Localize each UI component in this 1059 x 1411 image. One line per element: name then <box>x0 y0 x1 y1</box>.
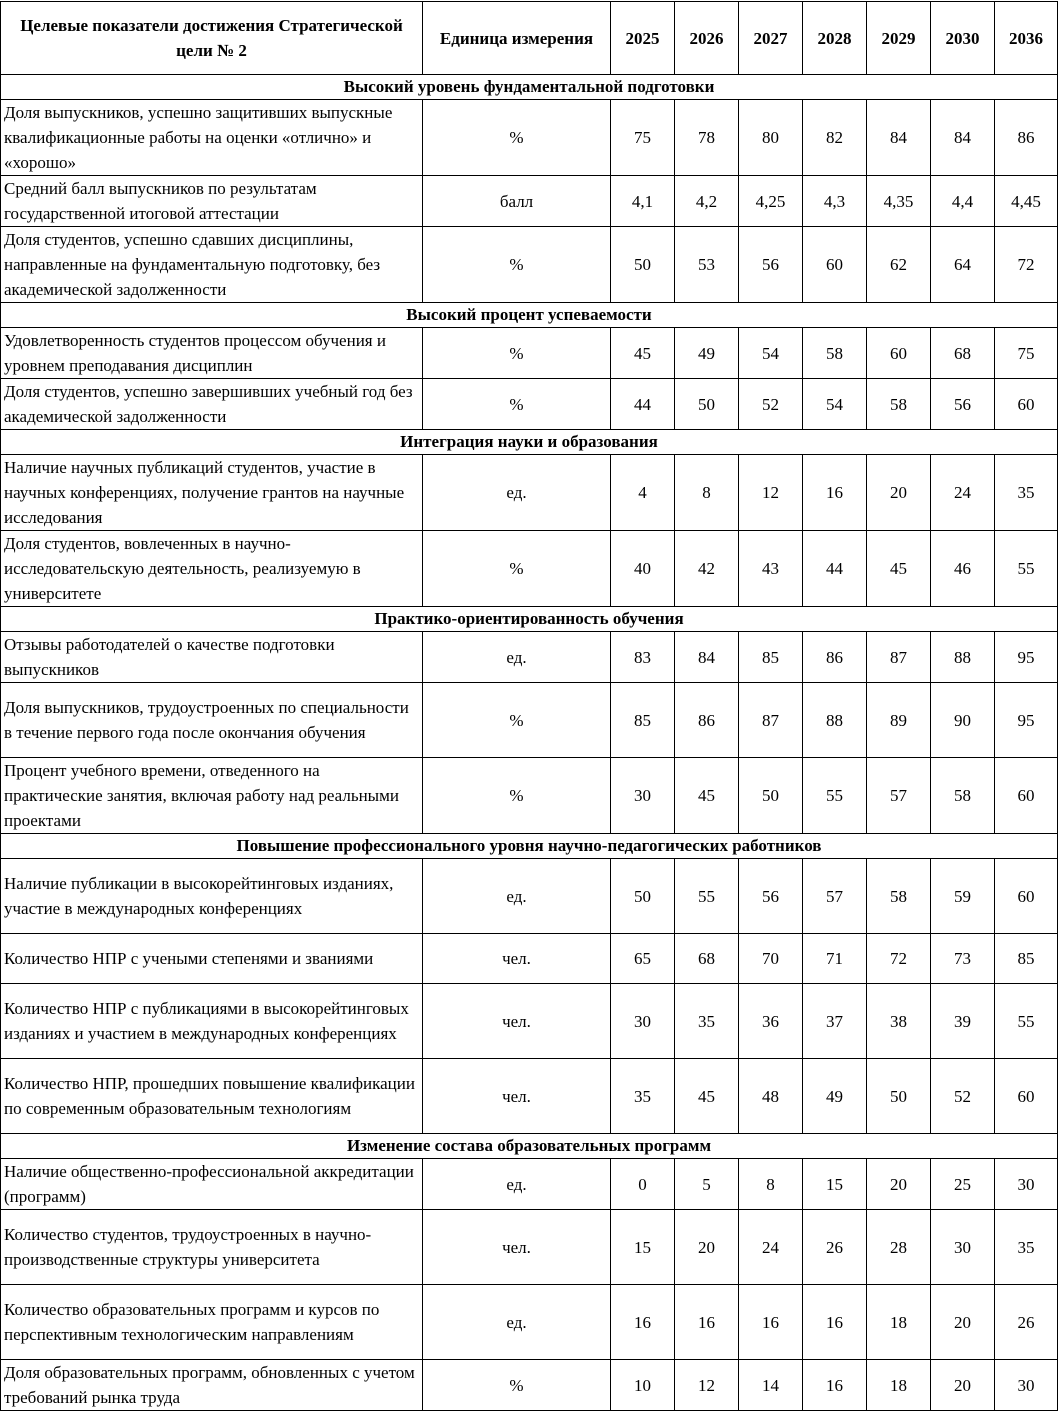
value-cell-2029: 18 <box>867 1285 931 1360</box>
value-cell-2025: 45 <box>611 328 675 379</box>
value-cell-2029: 45 <box>867 531 931 607</box>
value-cell-2030: 64 <box>931 227 995 303</box>
value-cell-2026: 12 <box>675 1360 739 1411</box>
value-cell-2030: 20 <box>931 1285 995 1360</box>
value-cell-2029: 72 <box>867 934 931 984</box>
table-row <box>1 758 1058 834</box>
value-cell-2030: 39 <box>931 984 995 1059</box>
value-cell-2030: 56 <box>931 379 995 430</box>
value-cell-2028: 44 <box>803 531 867 607</box>
header-year: 2026 <box>675 2 739 75</box>
section-title: Высокий уровень фундаментальной подготовки <box>1 75 1058 100</box>
value-cell-2027: 14 <box>739 1360 803 1411</box>
table-row <box>1 328 1058 379</box>
header-indicator: Целевые показатели достижения Стратегической цели № 2 <box>1 2 423 75</box>
unit-cell: % <box>423 100 611 176</box>
unit-cell: ед. <box>423 1285 611 1360</box>
indicator-name: Удовлетворенность студентов процессом обучения и уровнем преподавания дисциплин <box>1 328 423 379</box>
value-cell-2030: 46 <box>931 531 995 607</box>
value-cell-2030: 4,4 <box>931 176 995 227</box>
value-cell-2028: 82 <box>803 100 867 176</box>
value-cell-2025: 85 <box>611 683 675 758</box>
table-row <box>1 984 1058 1059</box>
value-cell-2025: 0 <box>611 1159 675 1210</box>
header-year: 2028 <box>803 2 867 75</box>
value-cell-2028: 57 <box>803 859 867 934</box>
indicator-name: Количество образовательных программ и курсов по перспективным технологическим направлениям <box>1 1285 423 1360</box>
value-cell-2025: 30 <box>611 758 675 834</box>
value-cell-2028: 55 <box>803 758 867 834</box>
value-cell-2028: 15 <box>803 1159 867 1210</box>
value-cell-2030: 84 <box>931 100 995 176</box>
value-cell-2036: 95 <box>995 683 1058 758</box>
value-cell-2029: 89 <box>867 683 931 758</box>
table-row <box>1 1285 1058 1360</box>
value-cell-2027: 16 <box>739 1285 803 1360</box>
indicator-name: Доля выпускников, успешно защитивших выпускные квалификационные работы на оценки «отлично» и «хорошо» <box>1 100 423 176</box>
indicator-name: Наличие публикации в высокорейтинговых изданиях, участие в международных конференциях <box>1 859 423 934</box>
section-title: Изменение состава образовательных программ <box>1 1134 1058 1159</box>
value-cell-2025: 50 <box>611 227 675 303</box>
value-cell-2025: 65 <box>611 934 675 984</box>
indicator-name: Наличие общественно-профессиональной аккредитации (программ) <box>1 1159 423 1210</box>
value-cell-2025: 44 <box>611 379 675 430</box>
value-cell-2026: 20 <box>675 1210 739 1285</box>
indicator-name: Количество НПР, прошедших повышение квалификации по современным образовательным технологиям <box>1 1059 423 1134</box>
unit-cell: балл <box>423 176 611 227</box>
section-row <box>1 607 1058 632</box>
value-cell-2036: 60 <box>995 1059 1058 1134</box>
value-cell-2029: 87 <box>867 632 931 683</box>
value-cell-2026: 45 <box>675 758 739 834</box>
table-row <box>1 100 1058 176</box>
table-row <box>1 455 1058 531</box>
value-cell-2027: 12 <box>739 455 803 531</box>
value-cell-2036: 72 <box>995 227 1058 303</box>
value-cell-2027: 70 <box>739 934 803 984</box>
table-row <box>1 1159 1058 1210</box>
value-cell-2025: 83 <box>611 632 675 683</box>
value-cell-2027: 8 <box>739 1159 803 1210</box>
unit-cell: % <box>423 531 611 607</box>
table-row <box>1 632 1058 683</box>
value-cell-2027: 52 <box>739 379 803 430</box>
section-title: Повышение профессионального уровня научно-педагогических работников <box>1 834 1058 859</box>
header-unit: Единица измерения <box>423 2 611 75</box>
value-cell-2025: 4,1 <box>611 176 675 227</box>
value-cell-2029: 20 <box>867 455 931 531</box>
value-cell-2030: 58 <box>931 758 995 834</box>
value-cell-2036: 85 <box>995 934 1058 984</box>
indicator-name: Доля студентов, успешно сдавших дисциплины, направленные на фундаментальную подготовку, без академической задолженности <box>1 227 423 303</box>
section-title: Практико-ориентированность обучения <box>1 607 1058 632</box>
indicator-name: Количество НПР с учеными степенями и званиями <box>1 934 423 984</box>
unit-cell: % <box>423 683 611 758</box>
value-cell-2036: 60 <box>995 859 1058 934</box>
value-cell-2025: 75 <box>611 100 675 176</box>
section-row <box>1 75 1058 100</box>
value-cell-2030: 52 <box>931 1059 995 1134</box>
value-cell-2028: 37 <box>803 984 867 1059</box>
unit-cell: % <box>423 379 611 430</box>
value-cell-2029: 18 <box>867 1360 931 1411</box>
value-cell-2025: 35 <box>611 1059 675 1134</box>
value-cell-2026: 16 <box>675 1285 739 1360</box>
value-cell-2036: 26 <box>995 1285 1058 1360</box>
value-cell-2030: 59 <box>931 859 995 934</box>
indicator-name: Количество НПР с публикациями в высокорейтинговых изданиях и участием в международных конференциях <box>1 984 423 1059</box>
unit-cell: % <box>423 1360 611 1411</box>
value-cell-2028: 86 <box>803 632 867 683</box>
value-cell-2036: 75 <box>995 328 1058 379</box>
value-cell-2027: 43 <box>739 531 803 607</box>
value-cell-2030: 30 <box>931 1210 995 1285</box>
value-cell-2028: 4,3 <box>803 176 867 227</box>
unit-cell: чел. <box>423 1059 611 1134</box>
value-cell-2025: 50 <box>611 859 675 934</box>
value-cell-2029: 84 <box>867 100 931 176</box>
value-cell-2025: 40 <box>611 531 675 607</box>
indicator-name: Доля выпускников, трудоустроенных по специальности в течение первого года после окончания обучения <box>1 683 423 758</box>
unit-cell: % <box>423 758 611 834</box>
value-cell-2036: 60 <box>995 379 1058 430</box>
value-cell-2028: 16 <box>803 1360 867 1411</box>
value-cell-2026: 68 <box>675 934 739 984</box>
value-cell-2027: 48 <box>739 1059 803 1134</box>
value-cell-2030: 90 <box>931 683 995 758</box>
value-cell-2029: 58 <box>867 859 931 934</box>
indicator-name: Доля студентов, вовлеченных в научно-исследовательскую деятельность, реализуемую в университете <box>1 531 423 607</box>
value-cell-2026: 35 <box>675 984 739 1059</box>
value-cell-2028: 71 <box>803 934 867 984</box>
unit-cell: ед. <box>423 1159 611 1210</box>
indicator-name: Отзывы работодателей о качестве подготовки выпускников <box>1 632 423 683</box>
table-row <box>1 859 1058 934</box>
value-cell-2030: 73 <box>931 934 995 984</box>
value-cell-2026: 4,2 <box>675 176 739 227</box>
value-cell-2025: 30 <box>611 984 675 1059</box>
value-cell-2029: 57 <box>867 758 931 834</box>
value-cell-2036: 4,45 <box>995 176 1058 227</box>
section-row <box>1 430 1058 455</box>
value-cell-2029: 20 <box>867 1159 931 1210</box>
value-cell-2028: 88 <box>803 683 867 758</box>
value-cell-2029: 62 <box>867 227 931 303</box>
value-cell-2036: 30 <box>995 1159 1058 1210</box>
value-cell-2026: 84 <box>675 632 739 683</box>
indicator-name: Наличие научных публикаций студентов, участие в научных конференциях, получение грантов на научные исследования <box>1 455 423 531</box>
value-cell-2036: 30 <box>995 1360 1058 1411</box>
indicator-name: Количество студентов, трудоустроенных в научно-производственные структуры университета <box>1 1210 423 1285</box>
table-row <box>1 934 1058 984</box>
value-cell-2027: 24 <box>739 1210 803 1285</box>
value-cell-2029: 50 <box>867 1059 931 1134</box>
unit-cell: % <box>423 227 611 303</box>
value-cell-2036: 35 <box>995 1210 1058 1285</box>
section-title: Высокий процент успеваемости <box>1 303 1058 328</box>
indicator-name: Доля образовательных программ, обновленных с учетом требований рынка труда <box>1 1360 423 1411</box>
unit-cell: ед. <box>423 632 611 683</box>
value-cell-2028: 58 <box>803 328 867 379</box>
header-year: 2025 <box>611 2 675 75</box>
header-year: 2030 <box>931 2 995 75</box>
indicator-name: Доля студентов, успешно завершивших учебный год без академической задолженности <box>1 379 423 430</box>
value-cell-2036: 55 <box>995 531 1058 607</box>
value-cell-2036: 35 <box>995 455 1058 531</box>
value-cell-2027: 80 <box>739 100 803 176</box>
value-cell-2030: 88 <box>931 632 995 683</box>
value-cell-2026: 45 <box>675 1059 739 1134</box>
unit-cell: чел. <box>423 934 611 984</box>
value-cell-2026: 49 <box>675 328 739 379</box>
value-cell-2028: 16 <box>803 1285 867 1360</box>
value-cell-2027: 4,25 <box>739 176 803 227</box>
value-cell-2036: 95 <box>995 632 1058 683</box>
value-cell-2026: 8 <box>675 455 739 531</box>
table-row <box>1 1360 1058 1411</box>
value-cell-2030: 68 <box>931 328 995 379</box>
unit-cell: ед. <box>423 859 611 934</box>
value-cell-2026: 5 <box>675 1159 739 1210</box>
value-cell-2029: 28 <box>867 1210 931 1285</box>
table-row <box>1 683 1058 758</box>
value-cell-2026: 86 <box>675 683 739 758</box>
value-cell-2029: 58 <box>867 379 931 430</box>
value-cell-2026: 55 <box>675 859 739 934</box>
value-cell-2029: 4,35 <box>867 176 931 227</box>
header-year: 2036 <box>995 2 1058 75</box>
unit-cell: чел. <box>423 1210 611 1285</box>
value-cell-2026: 50 <box>675 379 739 430</box>
value-cell-2027: 56 <box>739 859 803 934</box>
value-cell-2025: 10 <box>611 1360 675 1411</box>
table-row <box>1 227 1058 303</box>
value-cell-2027: 87 <box>739 683 803 758</box>
header-year: 2029 <box>867 2 931 75</box>
header-year: 2027 <box>739 2 803 75</box>
value-cell-2030: 20 <box>931 1360 995 1411</box>
value-cell-2036: 55 <box>995 984 1058 1059</box>
value-cell-2026: 42 <box>675 531 739 607</box>
unit-cell: ед. <box>423 455 611 531</box>
section-title: Интеграция науки и образования <box>1 430 1058 455</box>
value-cell-2029: 60 <box>867 328 931 379</box>
value-cell-2025: 4 <box>611 455 675 531</box>
value-cell-2030: 24 <box>931 455 995 531</box>
value-cell-2028: 16 <box>803 455 867 531</box>
table-row <box>1 379 1058 430</box>
indicators-table <box>0 1 1058 1411</box>
value-cell-2027: 56 <box>739 227 803 303</box>
unit-cell: % <box>423 328 611 379</box>
indicator-name: Средний балл выпускников по результатам государственной итоговой аттестации <box>1 176 423 227</box>
value-cell-2027: 36 <box>739 984 803 1059</box>
section-row <box>1 834 1058 859</box>
value-cell-2028: 26 <box>803 1210 867 1285</box>
table-row <box>1 176 1058 227</box>
table-row <box>1 1210 1058 1285</box>
indicator-name: Процент учебного времени, отведенного на практические занятия, включая работу над реальными проектами <box>1 758 423 834</box>
table-row <box>1 1059 1058 1134</box>
value-cell-2036: 86 <box>995 100 1058 176</box>
value-cell-2025: 15 <box>611 1210 675 1285</box>
value-cell-2026: 78 <box>675 100 739 176</box>
header-row <box>1 2 1058 75</box>
value-cell-2027: 85 <box>739 632 803 683</box>
section-row <box>1 1134 1058 1159</box>
value-cell-2030: 25 <box>931 1159 995 1210</box>
value-cell-2028: 60 <box>803 227 867 303</box>
table-row <box>1 531 1058 607</box>
section-row <box>1 303 1058 328</box>
value-cell-2027: 54 <box>739 328 803 379</box>
value-cell-2028: 54 <box>803 379 867 430</box>
value-cell-2025: 16 <box>611 1285 675 1360</box>
value-cell-2026: 53 <box>675 227 739 303</box>
value-cell-2027: 50 <box>739 758 803 834</box>
unit-cell: чел. <box>423 984 611 1059</box>
value-cell-2029: 38 <box>867 984 931 1059</box>
value-cell-2036: 60 <box>995 758 1058 834</box>
value-cell-2028: 49 <box>803 1059 867 1134</box>
